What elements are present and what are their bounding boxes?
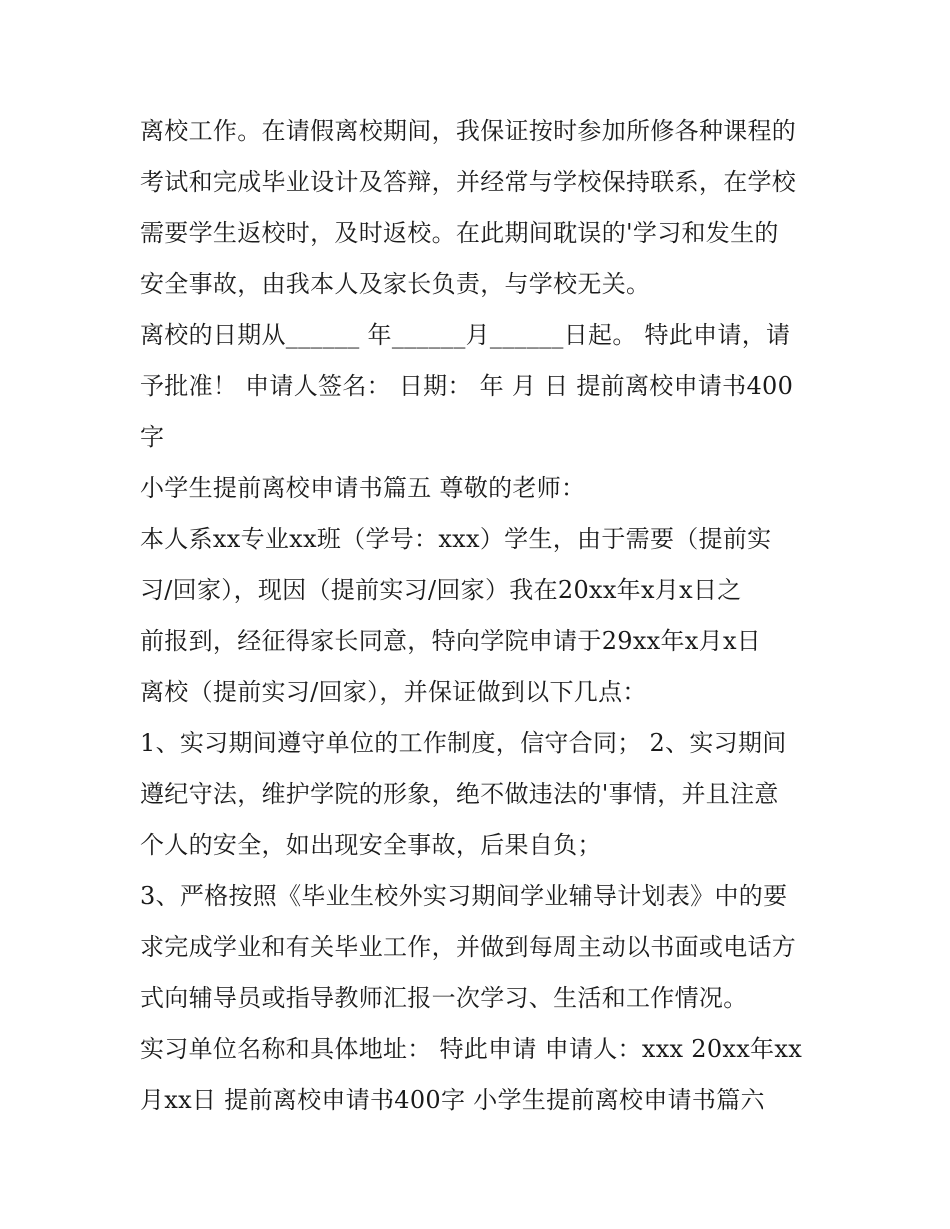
text-line: 离校（提前实习/回家），并保证做到以下几点： [140, 678, 647, 706]
text-line: 月xx日 提前离校申请书400字 小学生提前离校申请书篇六 [140, 1086, 765, 1114]
section-heading-line: 小学生提前离校申请书篇五 尊敬的老师： [140, 474, 586, 502]
text-line: 习/回家），现因（提前实习/回家）我在20xx年x月x日之 [140, 576, 742, 604]
text-line: 需要学生返校时，及时返校。在此期间耽误的'学习和发生的 [140, 219, 779, 247]
text-line: 个人的安全，如出现安全事故，后果自负； [140, 831, 602, 859]
text-line: 本人系xx专业xx班（学号：xxx）学生，由于需要（提前实 [140, 525, 772, 553]
text-line: 安全事故，由我本人及家长负责，与学校无关。 [140, 270, 651, 298]
list-item-line: 3、严格按照《毕业生校外实习期间学业辅导计划表》中的要 [140, 882, 788, 910]
text-line: 遵纪守法，维护学院的形象，绝不做违法的'事情，并且注意 [140, 780, 779, 808]
text-line: 前报到，经征得家长同意，特向学院申请于29xx年x月x日 [140, 627, 762, 655]
text-line: 式向辅导员或指导教师汇报一次学习、生活和工作情况。 [140, 984, 748, 1012]
text-line: 离校工作。在请假离校期间，我保证按时参加所修各种课程的 [140, 117, 797, 145]
text-line: 实习单位名称和具体地址： 特此申请 申请人：xxx 20xx年xx [140, 1035, 803, 1063]
text-line: 考试和完成毕业设计及答辩，并经常与学校保持联系，在学校 [140, 168, 797, 196]
list-item-line: 1、实习期间遵守单位的工作制度，信守合同； 2、实习期间 [140, 729, 787, 757]
document-body [140, 106, 820, 1126]
text-line: 离校的日期从______ 年______月______日起。 特此申请，请 [140, 321, 791, 349]
text-line: 予批准！ 申请人签名： 日期： 年 月 日 提前离校申请书400 [140, 372, 794, 400]
text-line: 求完成学业和有关毕业工作，并做到每周主动以书面或电话方 [140, 933, 797, 961]
text-line: 字 [140, 423, 165, 451]
